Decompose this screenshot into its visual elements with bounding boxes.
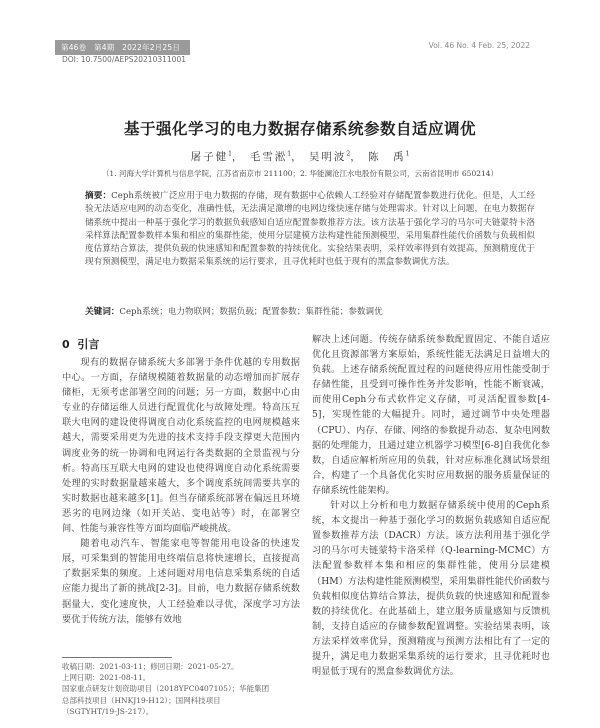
doi: DOI: 10.7500/AEPS20210311001 <box>62 55 186 64</box>
paper-title: 基于强化学习的电力数据存储系统参数自适应调优 <box>123 120 476 138</box>
section-title: 引言 <box>77 338 100 351</box>
left-column <box>62 355 300 627</box>
keywords-label: 关键词： <box>85 307 120 317</box>
journal-header <box>55 40 190 55</box>
body-paragraph: 解决上述问题。传统存储系统参数配置固定、不能自适应优化且资源部署方案原始，系统性能无法满足日益增大的负载。上述存储系统配置过程的问题使得应用性能受制于存储性能，且受到可操作性务并发影响，性能不断衰减，而使用Ceph分布式软件定义存储，可灵活配置参数[4-5]，实现性能的大幅提升。同时，通过调节中央处理器（CPU）、内存、存储、网络的参数提升动态、复杂电网数据的处理能力，且通过建立机器学习模型[6-8]自我优化参数，自适应解析所应用的负载，针对应标准化测试场景组合，构建了一个具备优化实时应用数据的服务质量保证的存储系统性能架构。 <box>312 334 550 496</box>
issue-badge: 第46卷 第4期 2022年2月25日 <box>55 40 190 55</box>
footnotes <box>62 661 302 717</box>
journal-volume-info: Vol. 46 No. 4 Feb. 25, 2022 <box>428 41 530 50</box>
footnote-divider <box>62 657 172 658</box>
author: 陈 禹$^1$ <box>368 150 410 163</box>
abstract-text: Ceph系统被广泛应用于电力数据的存储，现有数据中心依赖人工经验对存储配置参数进行优化。但是，人工经验无法适应电网的动态变化，准确性低，无法满足激增的电网边缘快速存储与处理需求。针对以上问题，在电力数据存储系统中提出一种基于强化学习的数据负载感知自适应配置参数推荐方法。该方法基于强化学习的马尔可夫链蒙特卡洛采样算法配置参数样本集和相应的集群性能，使用分层建模方法构建性能预测模型，采用集群性能代价函数与负载相似度估算结合算法，提供负载的快速感知和配置参数的持续优化。实验结果表明，采样效率得到有效提高，预测精度优于现有预测模型，满足电力数据采集系统的运行要求，且寻优耗时也低于现有的黑盒参数调优方法。 <box>85 191 535 268</box>
footnote-line: 总部科技项目（HNKJ19-H12）；国网科技项目 <box>62 695 221 705</box>
footnote-line: 国家重点研发计划资助项目（2018YFC0407105）；华能集团 <box>62 684 270 694</box>
body-paragraph: 现有的数据存储系统大多部署于条件优越的专用数据中心。一方面，存储规模随着数据量的动态增加而扩展存储柜，无须考虑部署空间的问题；另一方面，数据中心由专业的存储运维人员进行配置优化与故障处理。特高压互联大电网的建设使得调度自动化系统监控的电网规模越来越大，需要采用更为先进的技术支持手段支撑更大范围内调度业务的统一协调和电网运行各类数据的全景监视与分析。特高压互联大电网的建设也使得调度自动化系统需要处理的实时数据量越来越大，多个调度系统间需要共享的实时数据也越来越多[1]。但当存储系统部署在偏远且环境恶劣的电网边缘（如开关站、变电站等）时，在部署空间、性能与兼容性等方面均面临严峻挑战。 <box>62 357 300 535</box>
author: 毛雪淞$^1$ <box>249 150 292 163</box>
footnote-line: 上网日期：2021-08-11。 <box>62 673 151 683</box>
section-number: 0 <box>62 338 70 351</box>
body-paragraph: 针对以上分析和电力数据存储系统中使用的Ceph系统，本文提出一种基于强化学习的数据负载感知自适应配置参数推荐方法（DACR）方法。该方法利用基于强化学习的马尔可夫链蒙特卡洛采样（Q-learning-MCMC）方法配置参数样本集和相应的集群性能，使用分层建模（HM）方法构建性能预测模型，采用集群性能代价函数与负载相似度估算结合算法，提供负载的快速感知和配置参数的持续优化。在此基础上，建立服务质量感知与反馈机制，支持自适应的存储参数配置调整。实验结果表明，该方法采样效率优异，预测精度与预测方法相比有了一定的提升，满足电力数据采集系统的运行要求，且寻优耗时也明显低于现有的黑盒参数调优方法。 <box>312 500 550 678</box>
section-heading <box>62 336 99 352</box>
body-paragraph: 随着电动汽车、智能家电等智能用电设备的快速发展，可采集到的智能用电终端信息将快速增长，直接提高了数据采集的频度。上述问题对用电信息采集系统的自适应能力提出了新的挑战[2-3]。目前，电力数据存储系统数据量大、变化速度快，人工经验难以寻优，深度学习方法要优于传统方法，能够有效地 <box>62 538 300 625</box>
keywords <box>85 305 535 317</box>
author: 吴明波$^2$ <box>308 150 351 163</box>
footnote-line: 收稿日期：2021-03-11；修回日期：2021-05-27。 <box>62 662 239 671</box>
abstract-label: 摘要： <box>85 191 112 201</box>
author-list: 屠子健$^1$， 毛雪淞$^1$， 吴明波$^2$， 陈 禹$^1$ <box>190 150 410 163</box>
right-column <box>312 332 550 679</box>
affiliation: （1. 河海大学计算机与信息学院，江苏省南京市 211100；2. 华能澜沧江水电股份有限公司，云南省昆明市 650214） <box>101 169 499 178</box>
footnote-line: （SGTYHT/19-JS-217）。 <box>62 706 154 716</box>
abstract <box>85 190 535 270</box>
author: 屠子健$^1$ <box>190 150 232 163</box>
keywords-text: Ceph系统；电力物联网；数据负载；配置参数；集群性能；参数调优 <box>119 307 383 317</box>
